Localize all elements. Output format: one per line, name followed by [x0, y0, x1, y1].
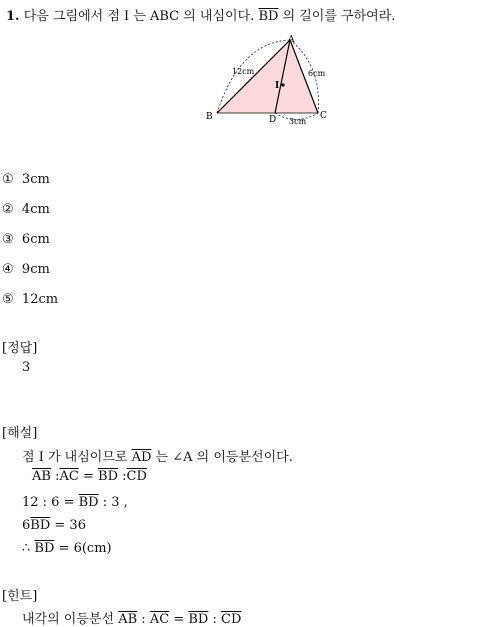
choice-1[interactable]	[2, 172, 50, 187]
choice-3[interactable]	[2, 232, 50, 247]
segment-bd: $\overline{BD}$	[34, 541, 55, 556]
segment-cd: $\overline{CD}$	[126, 469, 147, 484]
hint-line: 내각의 이등분선 $\overline{AB}$ : $\overline{AC} = \overline{BD}$ : $\overline{CD}$	[22, 612, 242, 627]
segment-cd: $\overline{CD}$	[221, 612, 242, 627]
segment-ac: $\overline{AC}$	[59, 469, 79, 484]
choice-4[interactable]	[2, 262, 50, 277]
choice-5[interactable]	[2, 292, 58, 307]
segment-ab: $\overline{AB}$	[118, 612, 138, 627]
segment-bd: $\overline{BD}$	[98, 469, 118, 484]
label-a: A	[288, 35, 295, 45]
question-line	[6, 5, 395, 24]
length-dc: 3cm	[289, 117, 307, 126]
explanation-label: [해설]	[2, 426, 38, 441]
choice-text: 9cm	[21, 262, 50, 277]
triangle-figure	[200, 30, 340, 130]
incenter-point	[281, 83, 284, 86]
segment-ad: $\overline{AD}$	[131, 450, 152, 465]
choice-mark: ②	[2, 202, 14, 217]
question-text-end: 의 길이를 구하여라.	[282, 9, 396, 24]
choice-mark: ④	[2, 262, 14, 277]
explanation-line-5: ∴ $\overline{BD} = 6(cm)$	[22, 541, 112, 556]
choice-mark: ③	[2, 232, 14, 247]
choice-text: 3cm	[21, 172, 50, 187]
choice-mark: ⑤	[2, 292, 14, 307]
question-text: 다음 그림에서 점 I 는 ABC 의 내심이다.	[23, 9, 255, 24]
choice-text: 12cm	[21, 292, 59, 307]
label-d: D	[269, 115, 277, 125]
explanation-line-1: 점 I 가 내심이므로 $\overline{AD}$ 는 ∠A 의 이등분선이다.	[22, 450, 293, 465]
length-ab: 12cm	[232, 67, 255, 76]
explanation-line-3: 12 : $6 = \overline{BD}$ : 3 ,	[22, 495, 128, 510]
choice-2[interactable]	[2, 202, 50, 217]
choice-text: 6cm	[21, 232, 50, 247]
segment-bd: $\overline{BD}$	[78, 495, 99, 510]
segment-bd: $\overline{BD}$	[188, 612, 209, 627]
segment-ac: $\overline{AC}$	[149, 612, 170, 627]
label-b: B	[206, 112, 213, 122]
answer-label: [정답]	[2, 341, 38, 356]
length-ac: 6cm	[308, 69, 326, 78]
choice-mark: ①	[2, 172, 14, 187]
question-number: 1.	[6, 9, 20, 24]
hint-label: [힌트]	[2, 589, 38, 604]
choice-text: 4cm	[21, 202, 50, 217]
answer-value: 3	[22, 360, 31, 375]
explanation-line-2: $\overline{AB}$ $:\overline{AC} = \overline{BD}$ $:\overline{CD}$	[32, 469, 147, 484]
label-c: C	[320, 111, 327, 121]
label-i: I	[275, 81, 280, 91]
explanation-line-4: $6\overline{BD} = 36$	[22, 518, 86, 533]
triangle-abc	[217, 40, 318, 113]
segment-bd: $\overline{BD}$	[30, 518, 51, 533]
segment-ab: $\overline{AB}$	[32, 469, 51, 484]
segment-bd: $\overline{BD}$	[258, 9, 279, 24]
